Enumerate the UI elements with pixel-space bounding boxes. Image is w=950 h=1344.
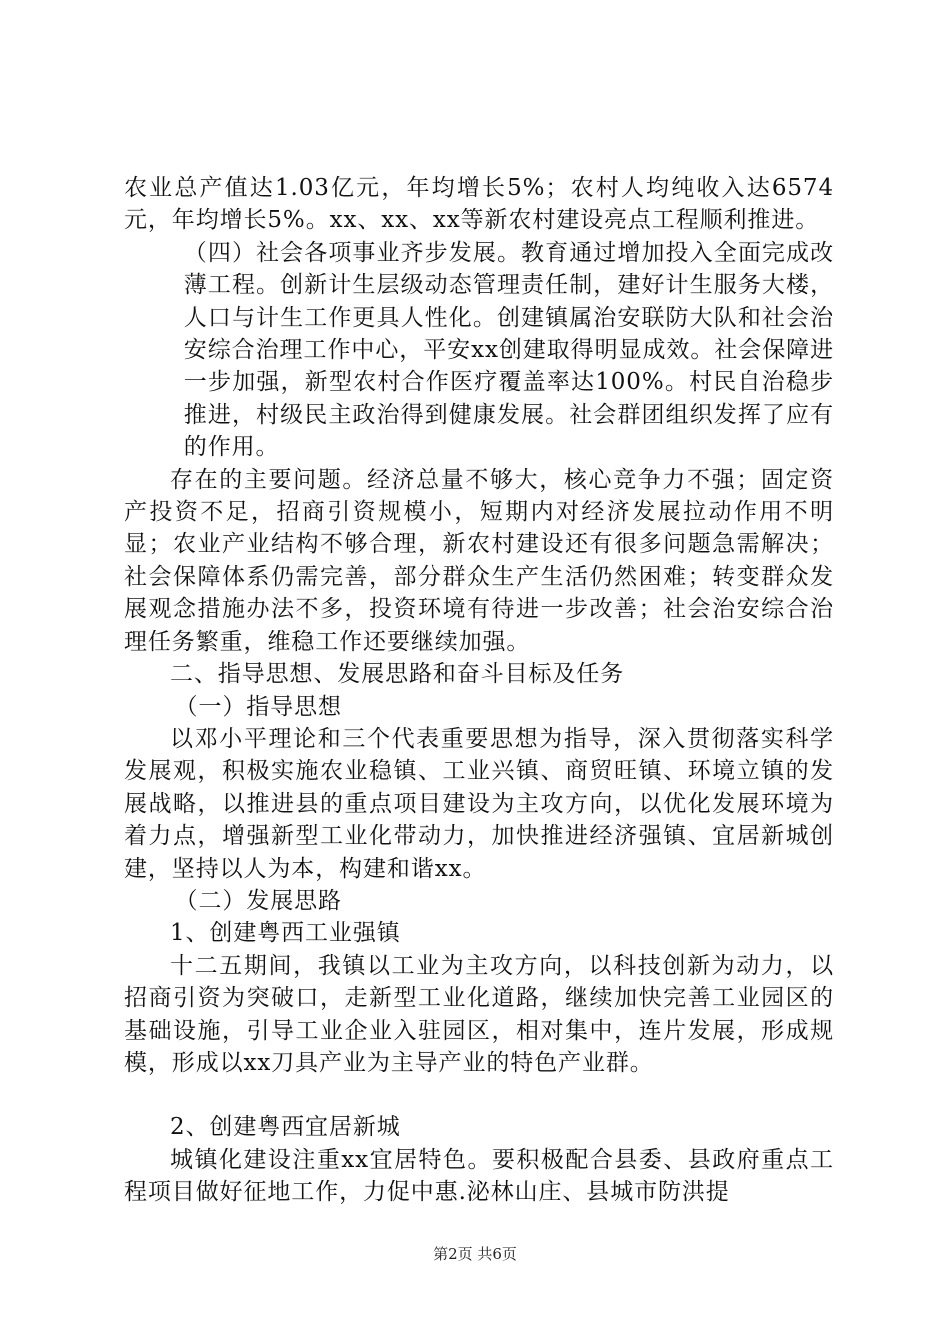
paragraph-guiding-ideology: 以邓小平理论和三个代表重要思想为指导，深入贯彻落实科学发展观，积极实施农业稳镇、工业兴镇、商贸旺镇、环境立镇的发展战略，以推进县的重点项目建设为主攻方向，以优化发展环境为着力点，增强新型工业化带动力，加快推进经济强镇、宜居新城创建，坚持以人为本，构建和谐xx。	[124, 725, 834, 882]
document-body	[124, 172, 834, 1209]
item-heading-industrial-town: 1、创建粤西工业强镇	[170, 920, 401, 947]
subheading-development-ideas: （二）发展思路	[174, 887, 342, 914]
subheading-guiding-ideology: （一）指导思想	[174, 693, 342, 720]
paragraph-main-problems: 存在的主要问题。经济总量不够大，核心竞争力不强；固定资产投资不足，招商引资规模小，短期内对经济发展拉动作用不明显；农业产业结构不够合理，新农村建设还有很多问题急需解决；社会保障体系仍需完善，部分群众生产生活仍然困难；转变群众发展观念措施办法不多，投资环境有待进一步改善；社会治安综合治理任务繁重，维稳工作还要继续加强。	[124, 466, 834, 655]
paragraph-social-development: （四）社会各项事业齐步发展。教育通过增加投入全面完成改薄工程。创新计生层级动态管理责任制，建好计生服务大楼，人口与计生工作更具人性化。创建镇属治安联防大队和社会治安综合治理工作中心，平安xx创建取得明显成效。社会保障进一步加强，新型农村合作医疗覆盖率达100%。村民自治稳步推进，村级民主政治得到健康发展。社会群团组织发挥了应有的作用。	[183, 239, 834, 461]
paragraph-livable-city: 城镇化建设注重xx宜居特色。要积极配合县委、县政府重点工程项目做好征地工作，力促中惠.泌林山庄、县城市防洪提	[124, 1146, 834, 1206]
blank-line	[124, 1079, 834, 1111]
item-heading-livable-city: 2、创建粤西宜居新城	[170, 1114, 401, 1141]
paragraph-industrial-town: 十二五期间，我镇以工业为主攻方向，以科技创新为动力，以招商引资为突破口，走新型工业化道路，继续加快完善工业园区的基础设施，引导工业企业入驻园区，相对集中，连片发展，形成规模，形成以xx刀具产业为主导产业的特色产业群。	[124, 952, 834, 1076]
paragraph-agriculture: 农业总产值达1.03亿元，年均增长5%；农村人均纯收入达6574元，年均增长5%。xx、xx、xx等新农村建设亮点工程顺利推进。	[124, 175, 834, 234]
page-footer: 第2页 共6页	[433, 1245, 517, 1263]
section-heading-guiding: 二、指导思想、发展思路和奋斗目标及任务	[170, 661, 625, 688]
